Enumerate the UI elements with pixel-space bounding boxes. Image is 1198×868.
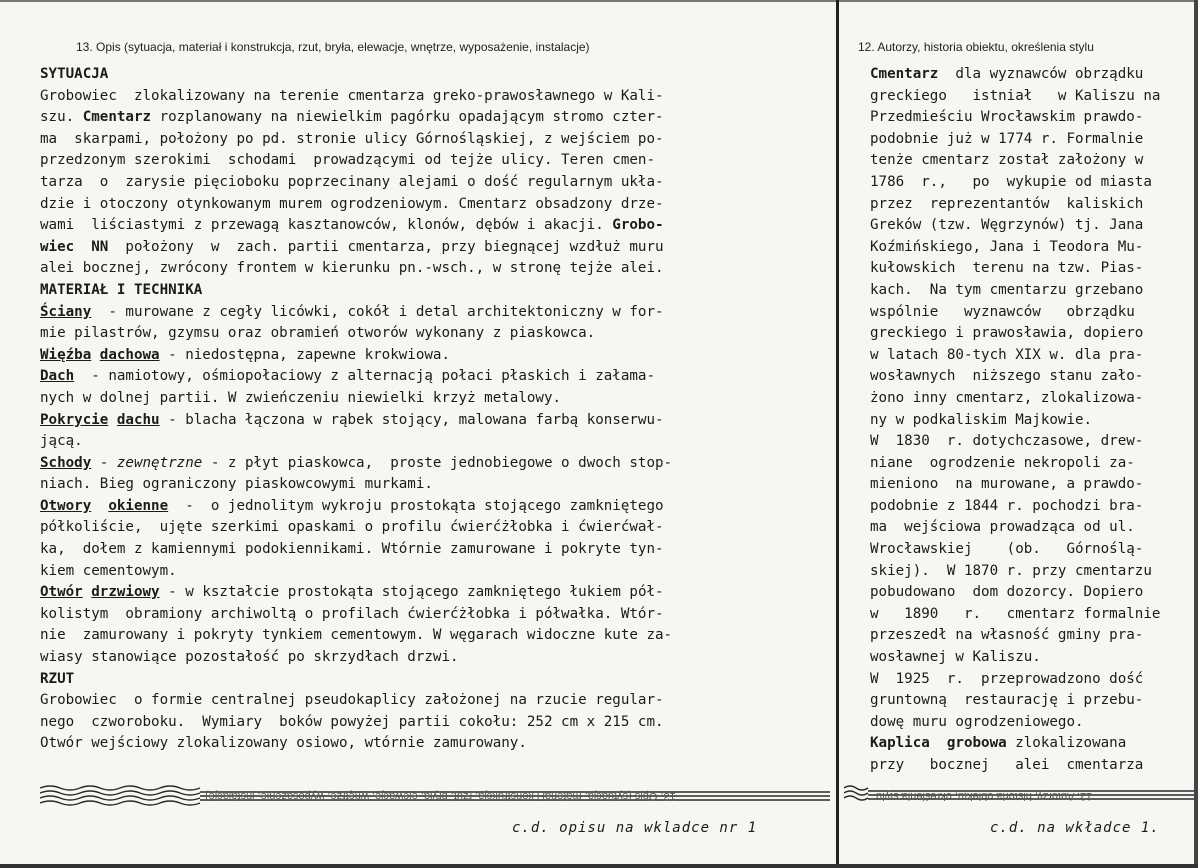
mirrored-header-13: 13. Opis (sytuacja, materiał i konstrukcja, rzut, bryła, elewacje, wnętrze, wyposażenie, instalacje) [205, 790, 676, 802]
text-line [40, 194, 826, 216]
top-edge [0, 0, 1198, 2]
text-line [870, 150, 1194, 172]
text-segment: półkoliście, ujęte szerkimi opaskami o profilu ćwierćżłobka i ćwierćwał- [40, 519, 664, 536]
text-line [870, 474, 1194, 496]
text-segment: przeszedł na własność gminy pra- [870, 627, 1144, 644]
text-line [40, 345, 826, 367]
description-column [40, 64, 826, 755]
text-segment: - niedostępna, zapewne krokwiowa. [159, 346, 451, 363]
text-segment: W 1925 r. przeprowadzono dość [870, 670, 1144, 687]
text-line [870, 733, 1194, 755]
text-segment: W 1830 r. dotychczasowe, drew- [870, 433, 1144, 450]
text-line [40, 107, 826, 129]
text-segment: w latach 80-tych XIX w. dla pra- [870, 346, 1144, 363]
text-line [870, 755, 1194, 777]
text-line [40, 733, 826, 755]
text-segment: okienne [108, 497, 169, 514]
text-segment: Dach [40, 368, 75, 385]
text-segment: niane ogrodzenie nekropoli za- [870, 454, 1135, 471]
text-line [40, 496, 826, 518]
text-segment: - namiotowy, ośmiopołaciowy z alternacją połaci płaskich i załama- [74, 368, 656, 385]
text-segment: wosławnej w Kaliszu. [870, 649, 1041, 666]
text-line [40, 647, 826, 669]
text-segment: Przedmieściu Wrocławskim prawdo- [870, 109, 1144, 126]
text-segment: MATERIAŁ I TECHNIKA [40, 281, 203, 298]
text-line [870, 302, 1194, 324]
text-line [40, 561, 826, 583]
text-segment: ma skarpami, położony po pd. stronie ulicy Górnośląskiej, z wejściem po- [40, 130, 664, 147]
text-segment: - o jednolitym wykroju prostokąta stojącego zamkniętego [168, 497, 664, 514]
text-line [40, 86, 826, 108]
text-segment: podobnie już w 1774 r. Formalnie [870, 130, 1144, 147]
text-line [870, 561, 1194, 583]
text-line [870, 453, 1194, 475]
text-line [870, 64, 1194, 86]
text-segment: w 1890 r. cmentarz formalnie [870, 605, 1161, 622]
text-line [40, 258, 826, 280]
text-line [40, 302, 826, 324]
text-line [40, 431, 826, 453]
text-segment: ny w podkaliskim Majkowie. [870, 411, 1093, 428]
text-segment: wami liściastymi z przewagą kasztanowców, klonów, dębów i akacji. [40, 217, 613, 234]
text-segment: dachu [116, 411, 160, 428]
text-line [870, 690, 1194, 712]
text-line [40, 323, 826, 345]
text-segment: tenże cmentarz został założony w [870, 152, 1144, 169]
text-line [870, 366, 1194, 388]
text-line [870, 129, 1194, 151]
bottom-edge [0, 864, 1198, 868]
text-line [870, 647, 1194, 669]
text-line [870, 496, 1194, 518]
text-segment: Schody [40, 454, 92, 471]
text-line [40, 582, 826, 604]
text-segment: tarza o zarysie pięcioboku poprzecinany alejami o dość regularnym ukła- [40, 173, 664, 190]
text-segment: alei bocznej, zwrócony frontem w kierunku pn.-wsch., w stronę tejże alei. [40, 260, 664, 277]
text-segment: żono inny cmentarz, zlokalizowa- [870, 389, 1144, 406]
text-segment: dla wyznawców obrządku [938, 66, 1144, 82]
text-line [870, 107, 1194, 129]
text-line [40, 604, 826, 626]
text-line [40, 366, 826, 388]
text-line [40, 517, 826, 539]
text-segment: Ściany [40, 303, 92, 320]
text-line [870, 604, 1194, 626]
text-segment: Więźba [40, 346, 92, 363]
text-segment: położony w zach. partii cmentarza, przy biegnącej wzdłuż muru [108, 238, 664, 255]
text-segment: Kaplica [870, 735, 930, 752]
section-12-header: 12. Autorzy, historia obiektu, określenia stylu [858, 40, 1094, 54]
text-line [40, 712, 826, 734]
text-segment: wiec NN [40, 238, 109, 255]
text-segment: ma wejściowa prowadząca od ul. [870, 519, 1135, 536]
text-line [40, 625, 826, 647]
text-line [870, 625, 1194, 647]
text-segment: - [91, 454, 117, 471]
text-line [870, 345, 1194, 367]
text-line [870, 237, 1194, 259]
text-line [870, 86, 1194, 108]
text-segment: SYTUACJA [40, 66, 109, 82]
text-segment: kolistym obramiony archiwoltą o profilach ćwierćżłobka i półwałka. Wtór- [40, 605, 664, 622]
text-segment: niach. Bieg ograniczony piaskowcowymi murkami. [40, 476, 433, 493]
text-segment: - murowane z cegły licówki, cokół i detal architektoniczny w for- [91, 303, 664, 320]
column-divider [836, 0, 839, 868]
text-segment: pobudowano dom dozorcy. Dopiero [870, 584, 1144, 601]
text-segment: greckiego istniał w Kaliszu na [870, 87, 1161, 104]
text-line [870, 215, 1194, 237]
text-line [870, 431, 1194, 453]
text-segment: nych w dolnej partii. W zwieńczeniu niewielki krzyż metalowy. [40, 389, 562, 406]
text-line [40, 280, 826, 302]
text-segment: 1786 r., po wykupie od miasta [870, 173, 1152, 190]
text-segment: kiem cementowym. [40, 562, 177, 579]
text-line [870, 539, 1194, 561]
text-segment: Cmentarz [870, 66, 939, 82]
text-segment: przedzonym szerokimi schodami prowadzącymi od tejże ulicy. Teren cmen- [40, 152, 655, 169]
text-line [40, 539, 826, 561]
text-segment: nego czworoboku. Wymiary boków powyżej partii cokołu: 252 cm x 215 cm. [40, 713, 664, 730]
text-line [40, 150, 826, 172]
text-segment [91, 347, 100, 363]
text-segment: wiasy stanowiące pozostałość po skrzydłach drzwi. [40, 649, 459, 666]
text-segment: Koźmińskiego, Jana i Teodora Mu- [870, 238, 1144, 255]
text-line [870, 280, 1194, 302]
text-segment: skiej). W 1870 r. przy cmentarzu [870, 562, 1152, 579]
text-segment: Pokrycie [40, 411, 109, 428]
right-edge [1194, 0, 1198, 868]
text-line [870, 582, 1194, 604]
mirrored-header-12: 12. Autorzy, historia obiektu, określenia stylu [876, 790, 1093, 802]
text-segment: ka, dołem z kamiennymi podokiennikami. Wtórnie zamurowane i pokryte tyn- [40, 541, 664, 558]
text-segment: kach. Na tym cmentarzu grzebano [870, 281, 1144, 298]
text-segment [91, 498, 108, 514]
history-column [870, 64, 1194, 777]
text-segment: dachowa [99, 346, 160, 363]
text-segment: - z płyt piaskowca, proste jednobiegowe o dwoch stop- [202, 454, 673, 471]
text-line [870, 669, 1194, 691]
text-segment: zlokalizowana [1006, 735, 1127, 752]
text-segment: greckiego i prawosławia, dopiero [870, 325, 1144, 342]
text-line [870, 388, 1194, 410]
text-segment: mie pilastrów, gzymsu oraz obramień otworów wykonany z piaskowca. [40, 325, 596, 342]
text-segment: - w kształcie prostokąta stojącego zamkniętego łukiem pół- [159, 584, 664, 601]
text-segment: RZUT [40, 670, 75, 687]
text-line [870, 194, 1194, 216]
text-segment: jącą. [40, 433, 83, 450]
text-segment: przy bocznej alei cmentarza [870, 757, 1144, 773]
text-segment: mieniono na murowane, a prawdo- [870, 476, 1144, 493]
text-segment: dowę muru ogrodzeniowego. [870, 713, 1084, 730]
text-line [40, 64, 826, 86]
text-segment: Otwór [40, 584, 83, 601]
text-segment: przez reprezentantów kaliskich [870, 195, 1144, 212]
text-segment: Grobowiec o formie centralnej pseudokaplicy założonej na rzucie regular- [40, 692, 664, 709]
text-segment: kułowskich terenu na tzw. Pias- [870, 260, 1144, 277]
continuation-note-right: c.d. na wkładce 1. [990, 820, 1160, 836]
text-line [870, 323, 1194, 345]
text-segment [83, 584, 92, 600]
text-line [40, 690, 826, 712]
text-segment: Grobowiec zlokalizowany na terenie cmentarza greko-prawosławnego w Kali- [40, 87, 664, 104]
text-segment: Grobo- [612, 217, 664, 234]
text-segment: Otwory [40, 497, 92, 514]
text-line [40, 388, 826, 410]
text-segment: podobnie z 1844 r. pochodzi bra- [870, 497, 1144, 514]
section-13-header: 13. Opis (sytuacja, materiał i konstrukcja, rzut, bryła, elewacje, wnętrze, wyposażenie, instalacje) [76, 40, 590, 54]
text-segment: Otwór wejściowy zlokalizowany osiowo, wtórnie zamurowany. [40, 735, 527, 752]
text-segment [108, 412, 117, 428]
text-line [40, 474, 826, 496]
text-segment: zewnętrzne [116, 454, 203, 471]
text-segment: wspólnie wyznawców obrządku [870, 303, 1135, 320]
text-line [870, 712, 1194, 734]
text-line [40, 453, 826, 475]
text-line [40, 669, 826, 691]
text-line [870, 410, 1194, 432]
text-line [40, 410, 826, 432]
text-line [870, 258, 1194, 280]
text-segment: Cmentarz [82, 109, 152, 126]
text-segment: drzwiowy [91, 584, 160, 601]
text-segment: gruntowną restaurację i przebu- [870, 692, 1144, 709]
text-segment [930, 735, 947, 751]
continuation-note-left: c.d. opisu na wkladce nr 1 [512, 820, 758, 836]
text-segment: wosławnych niższego stanu zało- [870, 368, 1144, 385]
text-segment: grobowa [946, 735, 1007, 752]
text-segment: nie zamurowany i pokryty tynkiem cementowym. W węgarach widoczne kute za- [40, 627, 673, 644]
text-line [40, 172, 826, 194]
text-line [40, 129, 826, 151]
text-segment: rozplanowany na niewielkim pagórku opadającym stromo czter- [151, 109, 664, 126]
text-segment: Wrocławskiej (ob. Górnoślą- [870, 541, 1144, 558]
text-line [870, 517, 1194, 539]
text-segment: dzie i otoczony otynkowanym murem ogrodzeniowym. Cmentarz obsadzony drze- [40, 195, 664, 212]
text-line [40, 215, 826, 237]
text-line [40, 237, 826, 259]
text-segment: Greków (tzw. Węgrzynów) tj. Jana [870, 217, 1144, 234]
text-line [870, 172, 1194, 194]
text-segment: - blacha łączona w rąbek stojący, malowana farbą konserwu- [159, 411, 664, 428]
text-segment: szu. [40, 109, 83, 126]
